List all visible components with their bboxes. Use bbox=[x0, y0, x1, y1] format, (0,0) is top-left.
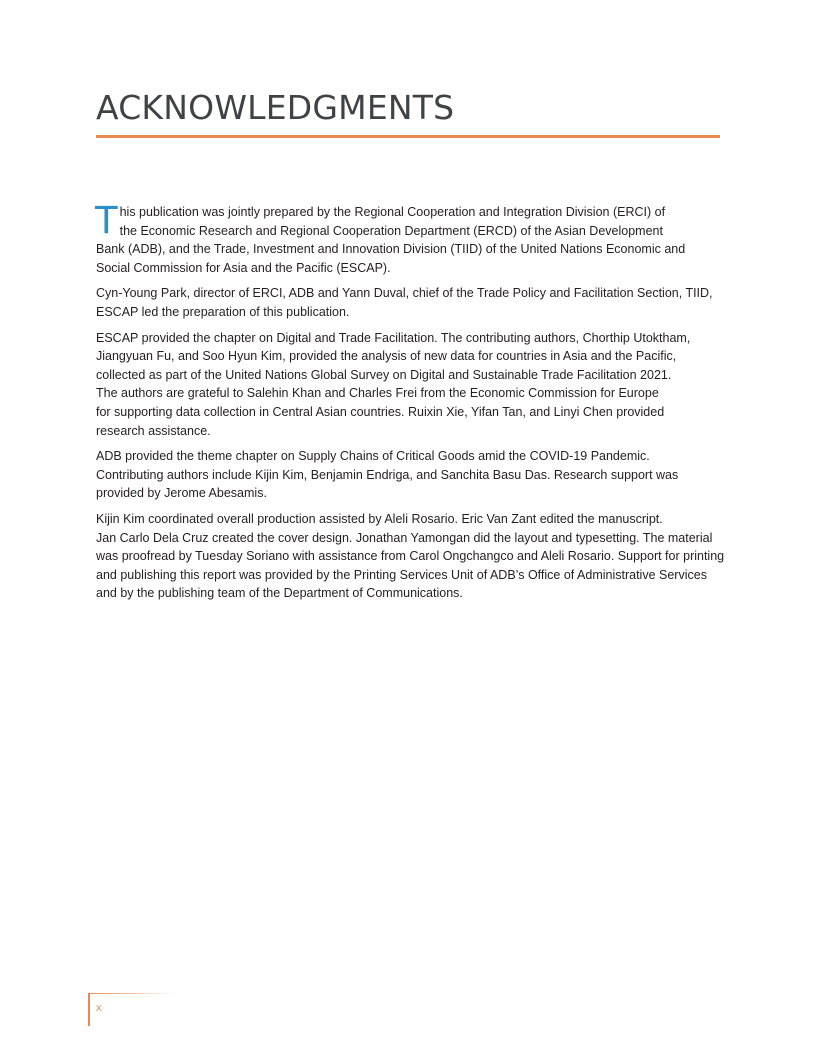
text-line: the Economic Research and Regional Cooperation Department (ERCD) of the Asian Development bbox=[119, 223, 663, 238]
text-line: Cyn-Young Park, director of ERCI, ADB and Yann Duval, chief of the Trade Policy and Facilitation Section, TIID, bbox=[96, 286, 713, 301]
paragraph-escap bbox=[96, 329, 726, 441]
text-line: Jiangyuan Fu, and Soo Hyun Kim, provided the analysis of new data for countries in Asia and the Pacific, bbox=[96, 349, 677, 364]
drop-cap: T bbox=[95, 199, 118, 242]
page-number: x bbox=[96, 1002, 102, 1014]
text-line: ESCAP provided the chapter on Digital and Trade Facilitation. The contributing authors, Chorthip Utoktham, bbox=[96, 330, 691, 345]
acknowledgments-body bbox=[95, 199, 726, 610]
text-line: collected as part of the United Nations Global Survey on Digital and Sustainable Trade Facilitation 2021. bbox=[96, 367, 672, 382]
paragraph-intro bbox=[95, 199, 726, 277]
paragraph-production bbox=[96, 510, 726, 603]
footer-horizontal-rule bbox=[88, 993, 176, 994]
page-title: ACKNOWLEDGMENTS bbox=[96, 88, 455, 127]
text-line: ESCAP led the preparation of this publication. bbox=[96, 304, 350, 319]
footer-vertical-rule bbox=[88, 993, 90, 1026]
text-line: Social Commission for Asia and the Pacific (ESCAP). bbox=[96, 260, 391, 275]
text-line: his publication was jointly prepared by the Regional Cooperation and Integration Division (ERCI) of bbox=[119, 205, 666, 219]
text-line: research assistance. bbox=[96, 423, 211, 438]
title-divider bbox=[96, 135, 720, 138]
text-line: provided by Jerome Abesamis. bbox=[96, 486, 267, 501]
text-line: and by the publishing team of the Department of Communications. bbox=[96, 586, 463, 601]
text-line: The authors are grateful to Salehin Khan and Charles Frei from the Economic Commission for Europe bbox=[96, 386, 659, 401]
text-line: ADB provided the theme chapter on Supply Chains of Critical Goods amid the COVID-19 Pandemic. bbox=[96, 449, 650, 464]
text-line: and publishing this report was provided by the Printing Services Unit of ADB’s Office of Administrative Services bbox=[96, 567, 707, 582]
text-line: for supporting data collection in Central Asian countries. Ruixin Xie, Yifan Tan, and Linyi Chen provided bbox=[96, 404, 665, 419]
text-line: Kijin Kim coordinated overall production assisted by Aleli Rosario. Eric Van Zant edited the manuscript. bbox=[96, 511, 663, 526]
text-line: Bank (ADB), and the Trade, Investment and Innovation Division (TIID) of the United Nations Economic and bbox=[96, 242, 686, 257]
text-line: Jan Carlo Dela Cruz created the cover design. Jonathan Yamongan did the layout and typesetting. The material bbox=[96, 530, 713, 545]
paragraph-adb bbox=[96, 447, 726, 503]
paragraph-leads bbox=[96, 284, 726, 321]
text-line: Contributing authors include Kijin Kim, Benjamin Endriga, and Sanchita Basu Das. Research support was bbox=[96, 467, 679, 482]
text-line: was proofread by Tuesday Soriano with assistance from Carol Ongchangco and Aleli Rosario. Support for printing bbox=[96, 549, 725, 564]
